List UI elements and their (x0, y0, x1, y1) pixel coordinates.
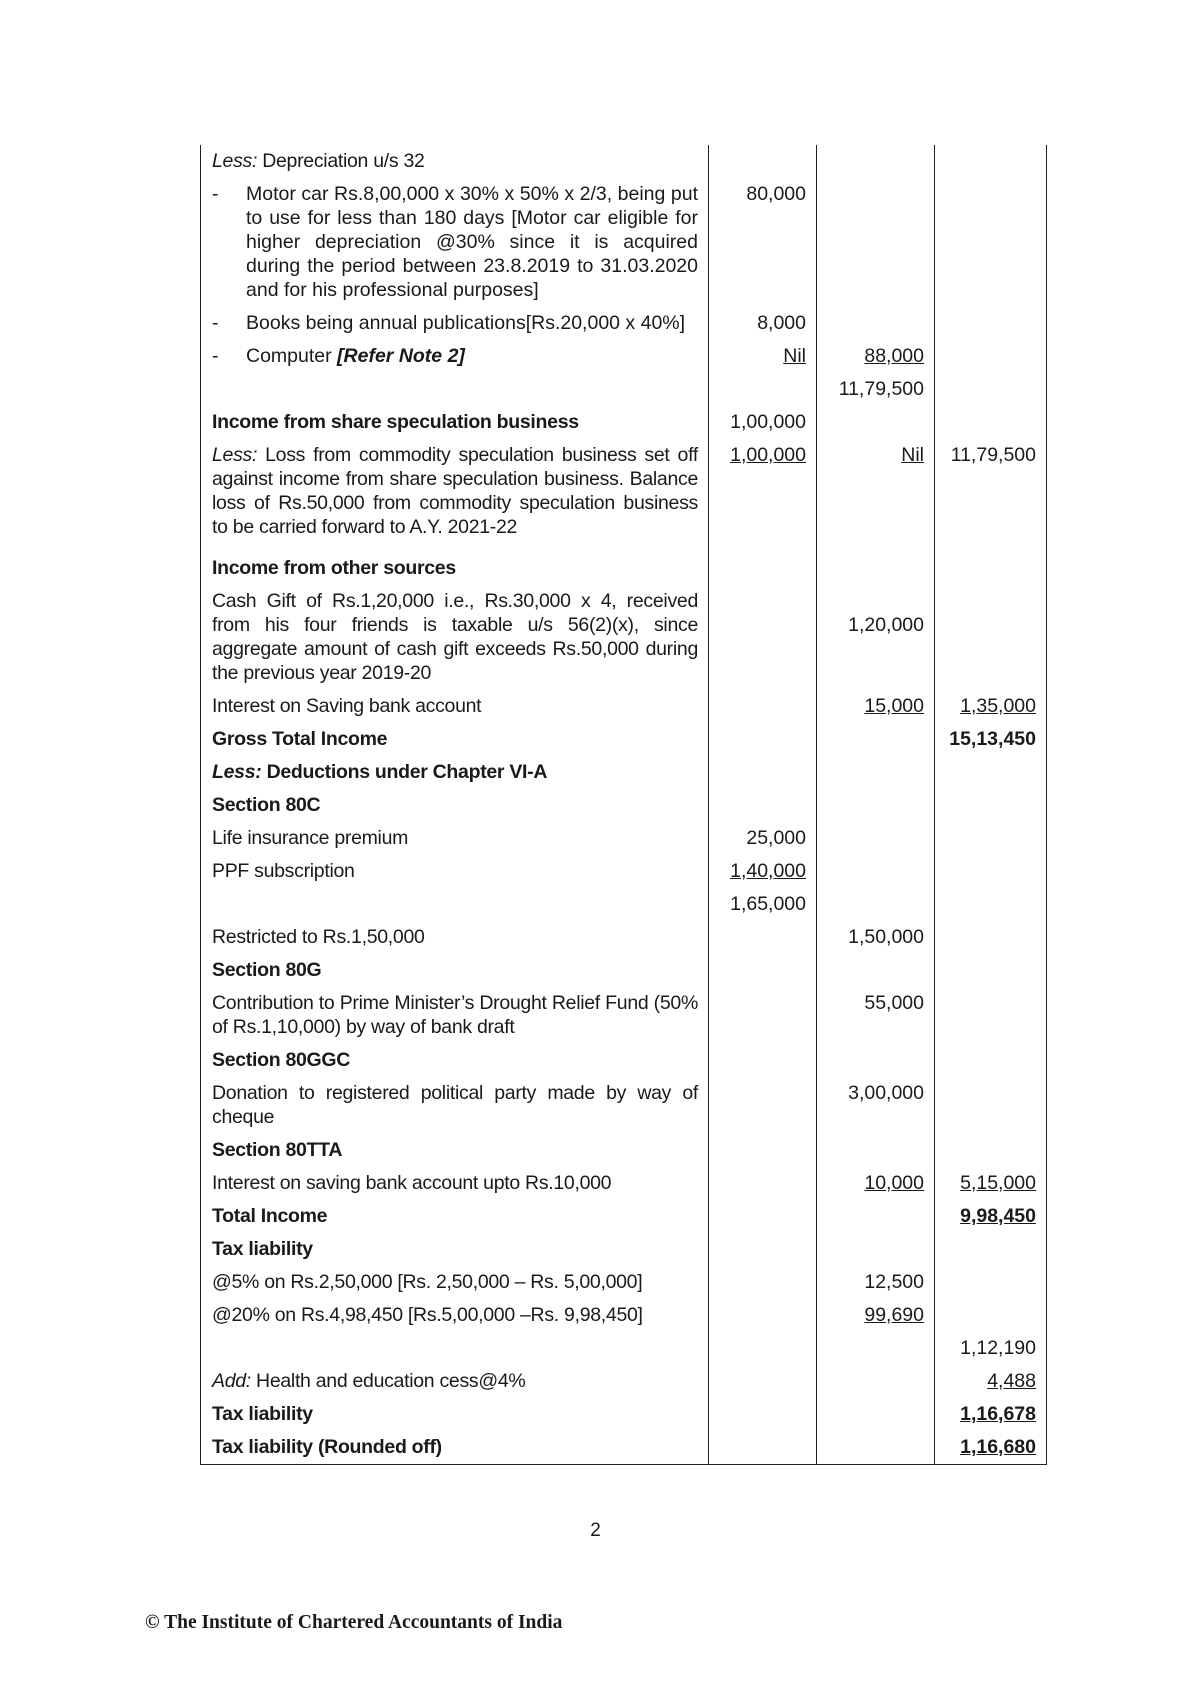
table-row (201, 888, 1047, 921)
amount-col2: 1,50,000 (817, 921, 935, 954)
table-row (201, 406, 1047, 439)
row-description: - Motor car Rs.8,00,000 x 30% x 50% x 2/3, being put to use for less than 180 days [Motor car eligible for higher depreciation @30% since it is acquired during the period between 23.8.2019 to 31.03.2020 and for his professional purposes] (201, 178, 709, 307)
section-heading: Section 80G (201, 954, 709, 987)
amount-col2: Nil (817, 439, 935, 544)
section-heading: Gross Total Income (201, 723, 709, 756)
section-heading: Income from other sources (201, 544, 709, 585)
amount-col2: 15,000 (817, 690, 935, 723)
table-row (201, 1167, 1047, 1200)
amount-col2: 55,000 (817, 987, 935, 1044)
section-heading: Section 80TTA (201, 1134, 709, 1167)
table-row (201, 439, 1047, 544)
row-description: PPF subscription (201, 855, 709, 888)
table-row (201, 1266, 1047, 1299)
table-row (201, 1233, 1047, 1266)
table-row (201, 822, 1047, 855)
table-row (201, 723, 1047, 756)
page-number: 2 (590, 1520, 601, 1541)
section-heading: Section 80GGC (201, 1044, 709, 1077)
amount-col3: 5,15,000 (935, 1167, 1047, 1200)
row-description: Donation to registered political party made by way of cheque (201, 1077, 709, 1134)
row-description: Cash Gift of Rs.1,20,000 i.e., Rs.30,000 x 4, received from his four friends is taxable u/s 56(2)(x), since aggregate amount of cash gift exceeds Rs.50,000 during the previous year 2019-20 (201, 585, 709, 690)
table-row (201, 987, 1047, 1044)
table-row (201, 1200, 1047, 1233)
amount-col2: 99,690 (817, 1299, 935, 1332)
row-description: Interest on Saving bank account (201, 690, 709, 723)
table-row (201, 1332, 1047, 1365)
row-description: Less: Loss from commodity speculation business set off against income from share speculation business. Balance loss of Rs.50,000 from commodity speculation business to be carried forward to A.Y. 2021-22 (201, 439, 709, 544)
table-row (201, 307, 1047, 340)
amount-col1: 1,00,000 (709, 406, 817, 439)
table-row (201, 1431, 1047, 1465)
amount-col3: 1,12,190 (935, 1332, 1047, 1365)
amount-col1: 1,00,000 (709, 439, 817, 544)
table-row (201, 585, 1047, 690)
table-row (201, 1077, 1047, 1134)
section-heading: Total Income (201, 1200, 709, 1233)
row-description: Less: Depreciation u/s 32 (201, 145, 709, 178)
amount-col1: 8,000 (709, 307, 817, 340)
footer-copyright: © The Institute of Chartered Accountants of India (145, 1612, 563, 1633)
amount-col3: 1,16,680 (935, 1431, 1047, 1465)
table-row (201, 1134, 1047, 1167)
table-row (201, 756, 1047, 789)
table-row (201, 954, 1047, 987)
row-description: Add: Health and education cess@4% (201, 1365, 709, 1398)
table-row (201, 1044, 1047, 1077)
section-heading: Less: Deductions under Chapter VI-A (201, 756, 709, 789)
table-row (201, 145, 1047, 178)
table-row (201, 178, 1047, 307)
amount-col2: 88,000 (817, 340, 935, 373)
row-description: - Books being annual publications[Rs.20,000 x 40%] (201, 307, 709, 340)
amount-col3: 11,79,500 (935, 439, 1047, 544)
table-row (201, 1398, 1047, 1431)
row-description: Restricted to Rs.1,50,000 (201, 921, 709, 954)
row-description: Interest on saving bank account upto Rs.10,000 (201, 1167, 709, 1200)
amount-col1: 25,000 (709, 822, 817, 855)
amount-col1: 1,40,000 (709, 855, 817, 888)
row-description: - Computer [Refer Note 2] (201, 340, 709, 373)
amount-col2: 12,500 (817, 1266, 935, 1299)
amount-col3: 4,488 (935, 1365, 1047, 1398)
row-description: @5% on Rs.2,50,000 [Rs. 2,50,000 – Rs. 5,00,000] (201, 1266, 709, 1299)
table-row (201, 544, 1047, 585)
note-reference: [Refer Note 2] (337, 345, 465, 367)
table-row (201, 373, 1047, 406)
amount-col1: 80,000 (709, 178, 817, 307)
row-description: Life insurance premium (201, 822, 709, 855)
amount-col2: 3,00,000 (817, 1077, 935, 1134)
table-row (201, 340, 1047, 373)
table-row (201, 1365, 1047, 1398)
amount-col1: 1,65,000 (709, 888, 817, 921)
section-heading: Section 80C (201, 789, 709, 822)
amount-col2: 11,79,500 (817, 373, 935, 406)
section-heading: Tax liability (201, 1233, 709, 1266)
table-row (201, 789, 1047, 822)
section-heading: Tax liability (201, 1398, 709, 1431)
amount-col3: 1,16,678 (935, 1398, 1047, 1431)
amount-col2: 10,000 (817, 1167, 935, 1200)
section-heading: Tax liability (Rounded off) (201, 1431, 709, 1465)
section-heading: Income from share speculation business (201, 406, 709, 439)
row-description: @20% on Rs.4,98,450 [Rs.5,00,000 –Rs. 9,98,450] (201, 1299, 709, 1332)
row-description: Contribution to Prime Minister’s Drought Relief Fund (50% of Rs.1,10,000) by way of bank draft (201, 987, 709, 1044)
table-row (201, 921, 1047, 954)
table-row (201, 1299, 1047, 1332)
amount-col3: 1,35,000 (935, 690, 1047, 723)
amount-col2: 1,20,000 (817, 585, 935, 690)
amount-col3: 15,13,450 (935, 723, 1047, 756)
table-row (201, 690, 1047, 723)
tax-computation-table (200, 145, 1047, 1465)
amount-col1: Nil (709, 340, 817, 373)
table-row (201, 855, 1047, 888)
amount-col3: 9,98,450 (935, 1200, 1047, 1233)
